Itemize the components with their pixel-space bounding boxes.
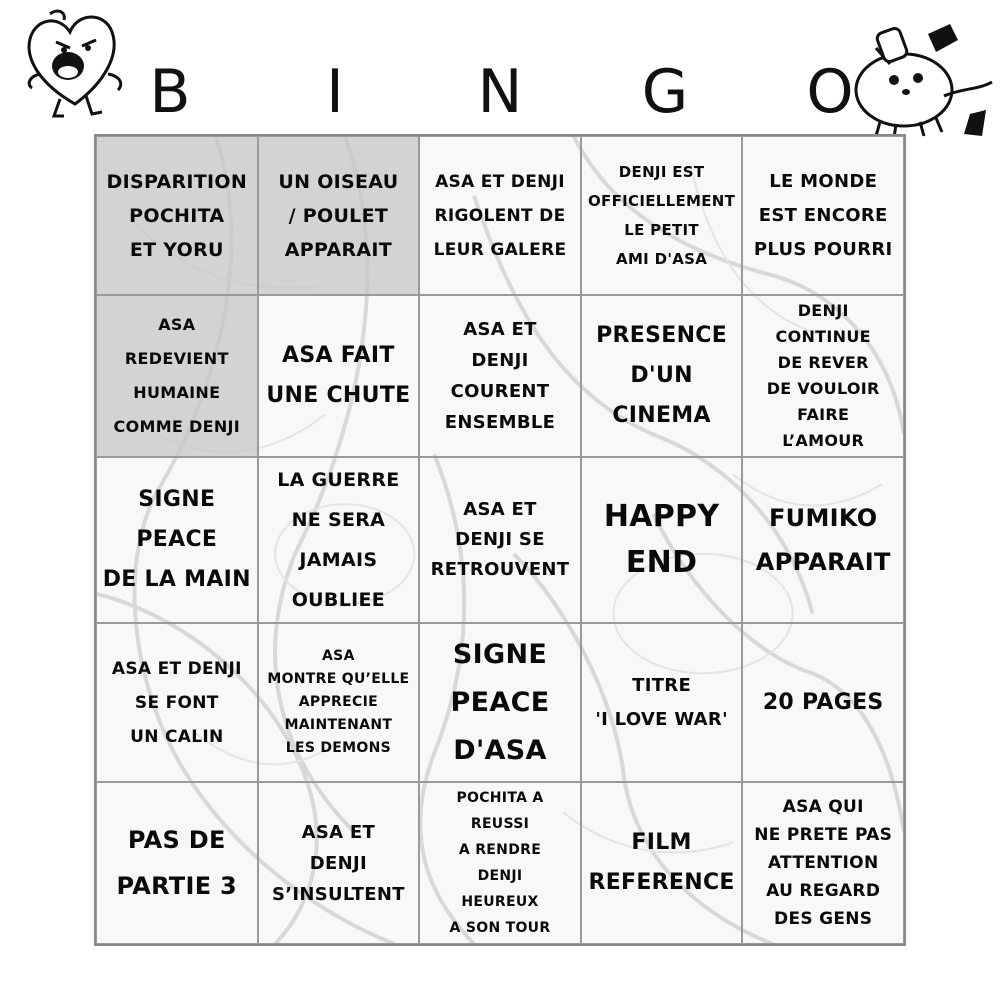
bingo-cell-r5-c1[interactable] <box>96 782 258 944</box>
bingo-cell-r4-c5[interactable] <box>742 623 904 782</box>
cell-text: FUMIKO APPARAIT <box>755 504 891 576</box>
cell-text: ASA ET DENJI COURENT ENSEMBLE <box>444 319 556 433</box>
bingo-cell-r2-c1[interactable] <box>96 295 258 457</box>
cell-text: ASA ET DENJI SE FONT UN CALIN <box>111 658 242 747</box>
cell-text: ASA REDEVIENT HUMAINE COMME DENJI <box>113 315 241 436</box>
cell-text: PAS DE PARTIE 3 <box>116 826 238 900</box>
cell-text: DENJI CONTINUE DE REVER DE VOULOIR FAIRE L’AMOUR <box>766 301 880 450</box>
cell-text: ASA FAIT UNE CHUTE <box>266 343 411 408</box>
bingo-cell-r2-c2[interactable] <box>258 295 420 457</box>
cell-text: HAPPY END <box>603 499 720 580</box>
bingo-cell-r4-c2[interactable] <box>258 623 420 782</box>
cell-text: LA GUERRE NE SERA JAMAIS OUBLIEE <box>277 469 400 611</box>
cell-text: POCHITA A REUSSI A RENDRE DENJI HEUREUX A SON TOUR <box>449 790 551 936</box>
bingo-title <box>140 52 860 132</box>
bingo-cell-r4-c3[interactable] <box>419 623 581 782</box>
bingo-cell-r5-c4[interactable] <box>581 782 743 944</box>
title-letter-o: O <box>806 57 854 127</box>
chainsaw-dog-mascot-icon <box>832 18 997 140</box>
title-letter-g: G <box>641 57 689 127</box>
cell-text: TITRE 'I LOVE WAR' <box>595 674 728 730</box>
heart-devil-mascot-icon <box>20 4 130 119</box>
cell-text: ASA ET DENJI SE RETROUVENT <box>430 499 570 580</box>
bingo-cell-r1-c2[interactable] <box>258 136 420 295</box>
bingo-cell-r2-c5[interactable] <box>742 295 904 457</box>
bingo-cell-r3-c4[interactable] <box>581 457 743 623</box>
cell-text: 20 PAGES <box>762 689 884 715</box>
title-letter-i: I <box>326 57 344 127</box>
bingo-cell-r3-c2[interactable] <box>258 457 420 623</box>
cell-text: ASA QUI NE PRETE PAS ATTENTION AU REGARD DES GENS <box>754 797 893 929</box>
bingo-cell-r5-c2[interactable] <box>258 782 420 944</box>
cell-text: SIGNE PEACE D'ASA <box>450 638 550 766</box>
bingo-cell-r2-c4[interactable] <box>581 295 743 457</box>
bingo-cell-r2-c3[interactable] <box>419 295 581 457</box>
bingo-cell-r1-c4[interactable] <box>581 136 743 295</box>
bingo-cell-r4-c1[interactable] <box>96 623 258 782</box>
cell-text: FILM REFERENCE <box>588 830 735 895</box>
title-letter-b: B <box>149 57 191 127</box>
bingo-cell-r3-c5[interactable] <box>742 457 904 623</box>
bingo-cell-r4-c4[interactable] <box>581 623 743 782</box>
cell-text: PRESENCE D'UN CINEMA <box>596 323 728 428</box>
cell-text: ASA ET DENJI S’INSULTENT <box>271 821 405 905</box>
cell-text: SIGNE PEACE DE LA MAIN <box>102 487 251 592</box>
bingo-grid <box>94 134 906 946</box>
bingo-cell-r1-c5[interactable] <box>742 136 904 295</box>
bingo-cell-r1-c3[interactable] <box>419 136 581 295</box>
bingo-cell-r5-c5[interactable] <box>742 782 904 944</box>
cell-text: DENJI EST OFFICIELLEMENT LE PETIT AMI D'ASA <box>588 162 736 268</box>
cell-text: LE MONDE EST ENCORE PLUS POURRI <box>753 170 893 260</box>
cell-text: ASA ET DENJI RIGOLENT DE LEUR GALERE <box>433 171 567 260</box>
cell-text: UN OISEAU / POULET APPARAIT <box>278 170 399 261</box>
bingo-cell-r1-c1[interactable] <box>96 136 258 295</box>
bingo-cell-r3-c1[interactable] <box>96 457 258 623</box>
cell-text: ASA MONTRE QU’ELLE APPRECIE MAINTENANT LES DEMONS <box>267 648 410 756</box>
title-letter-n: N <box>477 57 523 127</box>
bingo-cell-r5-c3[interactable] <box>419 782 581 944</box>
bingo-cell-r3-c3[interactable] <box>419 457 581 623</box>
cell-text: DISPARITION POCHITA ET YORU <box>106 170 248 261</box>
